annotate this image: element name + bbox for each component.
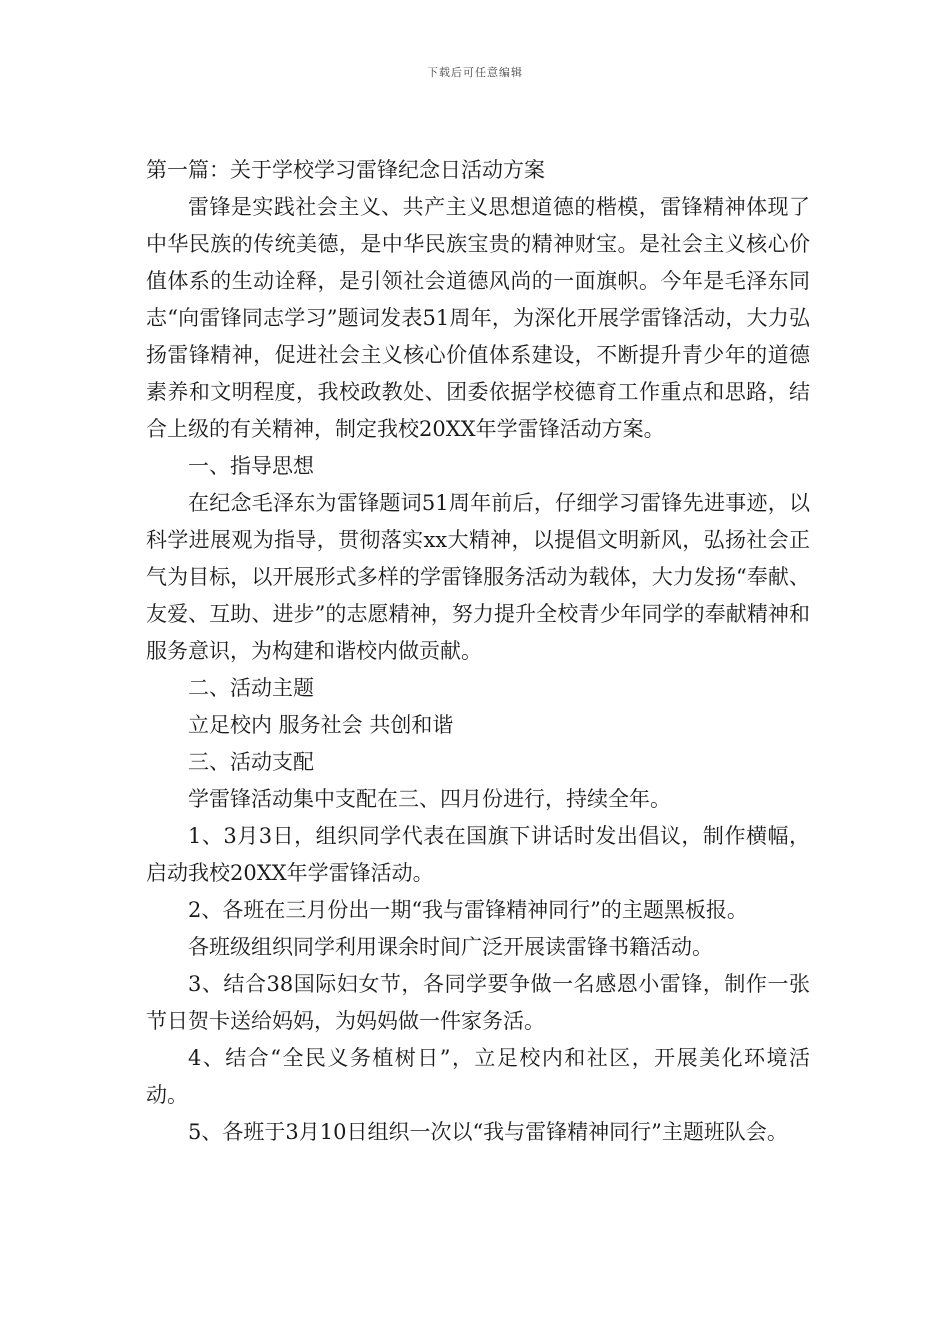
list-item-5: 5、各班于3月10日组织一次以“我与雷锋精神同行”主题班队会。: [188, 1120, 788, 1144]
document-title: 第一篇：关于学校学习雷锋纪念日活动方案: [146, 158, 545, 182]
section-heading-activity-arrangement: 三、活动支配: [188, 750, 314, 774]
list-item-1: 1、3月3日，组织同学代表在国旗下讲话时发出倡议，制作横幅，启动我校20XX年学雷锋活动。: [146, 824, 810, 885]
paragraph-reading-activity: 各班级组织同学利用课余时间广泛开展读雷锋书籍活动。: [188, 935, 713, 959]
section-heading-guiding-ideology: 一、指导思想: [188, 454, 314, 478]
page-header-note: 下载后可任意编辑: [427, 66, 523, 79]
paragraph-arrangement-intro: 学雷锋活动集中支配在三、四月份进行，持续全年。: [188, 787, 671, 811]
list-item-2: 2、各班在三月份出一期“我与雷锋精神同行”的主题黑板报。: [188, 898, 748, 922]
paragraph-guiding-ideology: 在纪念毛泽东为雷锋题词51周年前后，仔细学习雷锋先进事迹，以科学进展观为指导，贯彻落实xx大精神，以提倡文明新风，弘扬社会正气为目标，以开展形式多样的学雷锋服务活动为载体，大力发扬“奉献、友爱、互助、进步”的志愿精神，努力提升全校青少年同学的奉献精神和服务意识，为构建和谐校内做贡献。: [146, 491, 810, 663]
list-item-3: 3、结合38国际妇女节，各同学要争做一名感恩小雷锋，制作一张节日贺卡送给妈妈，为妈妈做一件家务活。: [146, 972, 810, 1033]
paragraph-activity-theme: 立足校内 服务社会 共创和谐: [188, 713, 454, 737]
paragraph-intro: 雷锋是实践社会主义、共产主义思想道德的楷模，雷锋精神体现了中华民族的传统美德，是中华民族宝贵的精神财宝。是社会主义核心价值体系的生动诠释，是引领社会道德风尚的一面旗帜。今年是毛泽东同志“向雷锋同志学习”题词发表51周年，为深化开展学雷锋活动，大力弘扬雷锋精神，促进社会主义核心价值体系建设，不断提升青少年的道德素养和文明程度，我校政教处、团委依据学校德育工作重点和思路，结合上级的有关精神，制定我校20XX年学雷锋活动方案。: [146, 195, 810, 441]
section-heading-activity-theme: 二、活动主题: [188, 676, 314, 700]
document-body: [146, 152, 810, 1151]
list-item-4: 4、结合“全民义务植树日”，立足校内和社区，开展美化环境活动。: [146, 1046, 810, 1107]
